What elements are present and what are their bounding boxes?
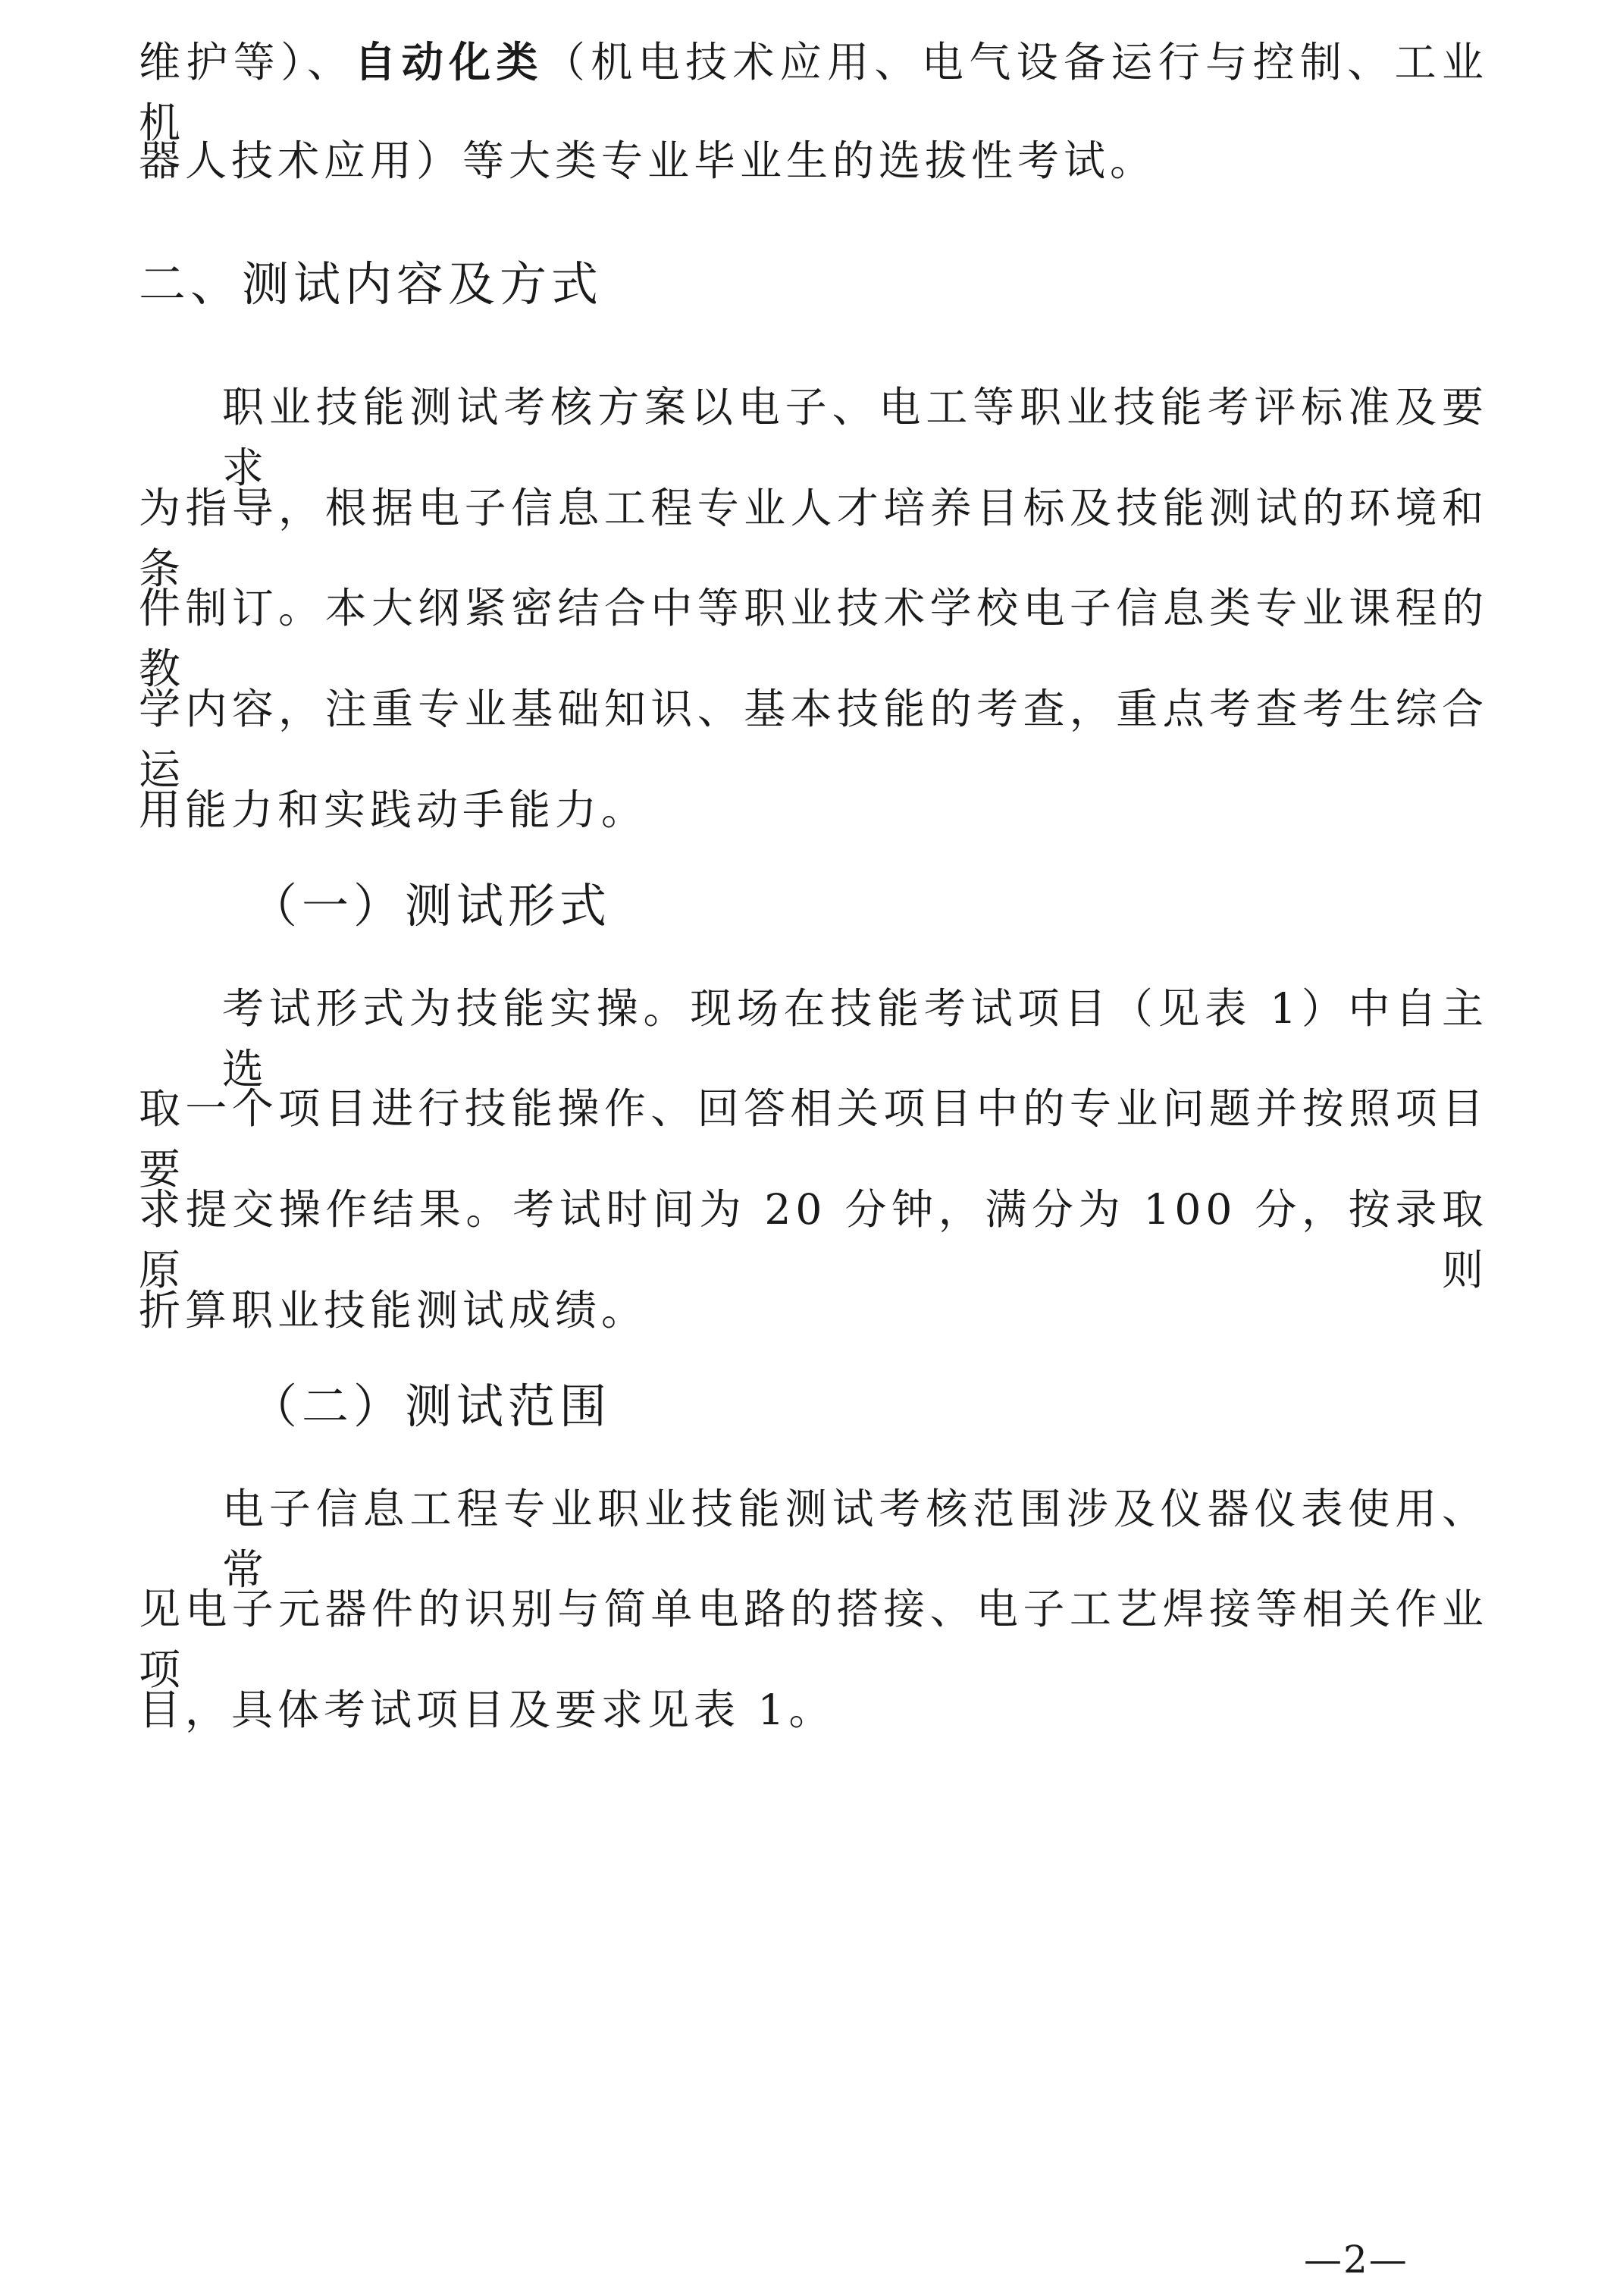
subsection-1-line-1: 考试形式为技能实操。现场在技能考试项目（见表 1）中自主选 [222,984,1488,1093]
section-2-title: 二、测试内容及方式 [139,256,603,312]
intro-line-1-prefix: 维护等）、 [139,38,355,86]
subsection-2-line-3: 目，具体考试项目及要求见表 1。 [139,1686,835,1734]
section-2-line-3: 件制订。本大纲紧密结合中等职业技术学校电子信息类专业课程的教 [139,584,1488,693]
intro-line-2: 器人技术应用）等大类专业毕业生的选拔性考试。 [139,136,1157,185]
intro-line-1-bold: 自动化类 [354,37,544,86]
subsection-1-title: （一）测试形式 [250,878,612,933]
page-number: —2— [1304,2238,1408,2282]
subsection-2-line-2: 见电子元器件的识别与简单电路的搭接、电子工艺焊接等相关作业项 [139,1585,1488,1694]
subsection-2-title: （二）测试范围 [250,1379,612,1434]
section-2-line-5: 用能力和实践动手能力。 [139,786,648,834]
subsection-1-line-3: 求提交操作结果。考试时间为 20 分钟，满分为 100 分，按录取原则 [139,1185,1488,1294]
subsection-1-line-4: 折算职业技能测试成绩。 [139,1286,648,1335]
intro-line-1-suffix: （机电技术应用、电气设备运行与控制、工业机 [139,38,1488,147]
subsection-2-line-1: 电子信息工程专业职业技能测试考核范围涉及仪器仪表使用、常 [222,1485,1488,1594]
subsection-1-line-2: 取一个项目进行技能操作、回答相关项目中的专业问题并按照项目要 [139,1084,1488,1193]
section-2-line-4: 学内容，注重专业基础知识、基本技能的考查，重点考查考生综合运 [139,685,1488,794]
section-2-line-1: 职业技能测试考核方案以电子、电工等职业技能考评标准及要求 [222,383,1488,492]
section-2-line-2: 为指导，根据电子信息工程专业人才培养目标及技能测试的环境和条 [139,484,1488,593]
